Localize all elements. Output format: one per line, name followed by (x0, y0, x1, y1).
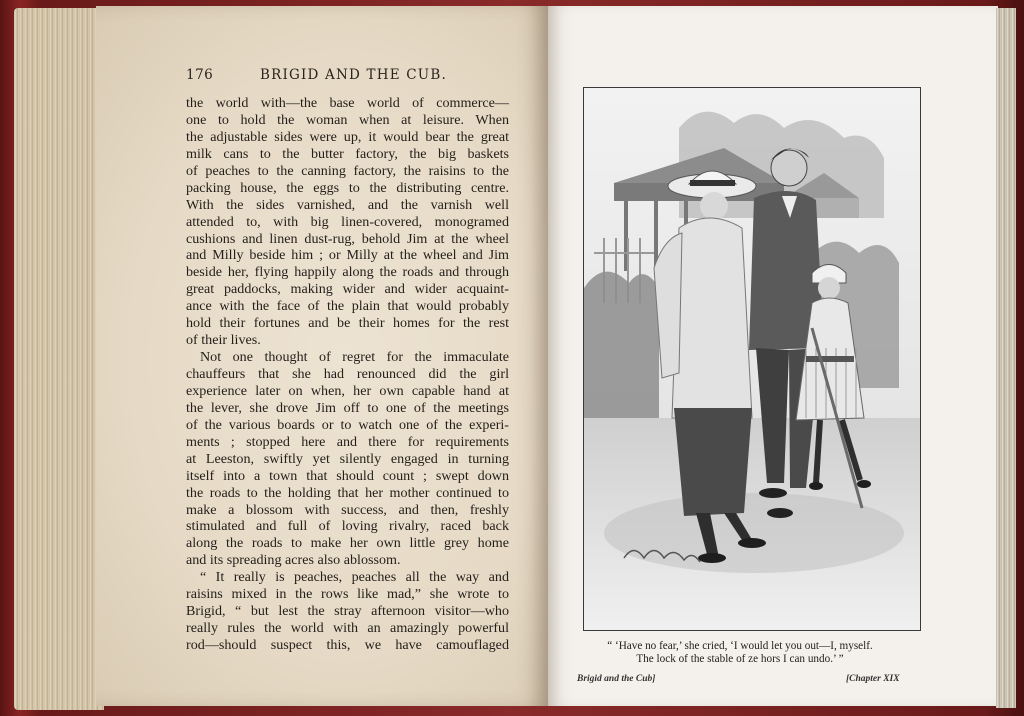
text-line: cushions and linen dust-rug, behold Jim at the wheel (186, 230, 509, 247)
text-line: rod—should suspect this, we have camouflaged (186, 637, 509, 653)
text-line: of peaches to the canning factory, the raisins to the (186, 162, 509, 179)
text-line: really rules the world with an amazingly powerful (186, 620, 509, 637)
text-line: along the roads to make her own little grey home (186, 535, 509, 552)
text-line: hold their fortunes and be their homes for the rest (186, 315, 509, 332)
text-line: itself into a town that should count ; swept down (186, 467, 509, 484)
text-line: With the sides varnished, and the varnish well (186, 196, 509, 213)
text-line: the roads to the holding that her mother continued to (186, 484, 509, 501)
text-line: experience later on when, her own capable hand at (186, 382, 509, 399)
text-line: Brigid, “ but lest the stray afternoon visitor—who (186, 603, 509, 620)
plate-caption (560, 640, 920, 666)
text-line: the world with—the base world of commerce— (186, 95, 509, 111)
text-line: the lever, she drove Jim off to one of the meetings (186, 399, 509, 416)
text-line: milk cans to the butter factory, the big baskets (186, 145, 509, 162)
text-line: “ It really is peaches, peaches all the way and (200, 569, 509, 586)
plate-footer-chapter: [Chapter XIX (846, 674, 900, 684)
text-line: chauffeurs that she had renounced did the girl (186, 366, 509, 382)
illustration (584, 88, 920, 630)
text-line: attended to, with big linen-covered, monogramed (186, 213, 509, 230)
text-line: packing house, the eggs to the distributing centre. (186, 179, 509, 196)
text-line: great paddocks, making wider and wider acquaint- (186, 281, 509, 298)
text-line: make a blossom with success, and then, freshly (186, 501, 509, 518)
page-edges-right (996, 8, 1016, 708)
text-line: raisins mixed in the rows like mad,” she wrote to (186, 586, 509, 603)
text-line: Not one thought of regret for the immaculate (200, 349, 509, 366)
caption-line: The lock of the stable of ze hors I can undo.’ ” (636, 653, 844, 665)
plate-footer-title: Brigid and the Cub] (577, 674, 656, 684)
body-text (186, 95, 509, 654)
text-line: of the various boards or to watch one of the experi- (186, 416, 509, 433)
text-line: stimulated and full of loving rivalry, raced back (186, 518, 509, 535)
text-line: of their lives. (186, 332, 261, 349)
text-line: ments ; stopped here and there for requirements (186, 433, 509, 450)
page-edges-left (14, 8, 104, 710)
page-number: 176 (186, 67, 214, 83)
running-title: BRIGID AND THE CUB. (260, 67, 447, 83)
caption-line: “ ‘Have no fear,’ she cried, ‘I would let you out—I, myself. (607, 640, 873, 652)
text-line: and Milly beside him ; or Milly at the wheel and Jim (186, 247, 509, 264)
text-line: ance with the face of the plain that would probably (186, 298, 509, 315)
text-line: one to hold the woman when at leisure. When (186, 111, 509, 128)
illustration-plate (583, 87, 921, 631)
text-line: the adjustable sides were up, it would bear the great (186, 128, 509, 145)
text-line: beside her, flying happily along the roads and through (186, 264, 509, 281)
text-line: and its spreading acres also ablossom. (186, 552, 401, 569)
text-line: at Leeston, swiftly yet silently engaged in turning (186, 450, 509, 467)
